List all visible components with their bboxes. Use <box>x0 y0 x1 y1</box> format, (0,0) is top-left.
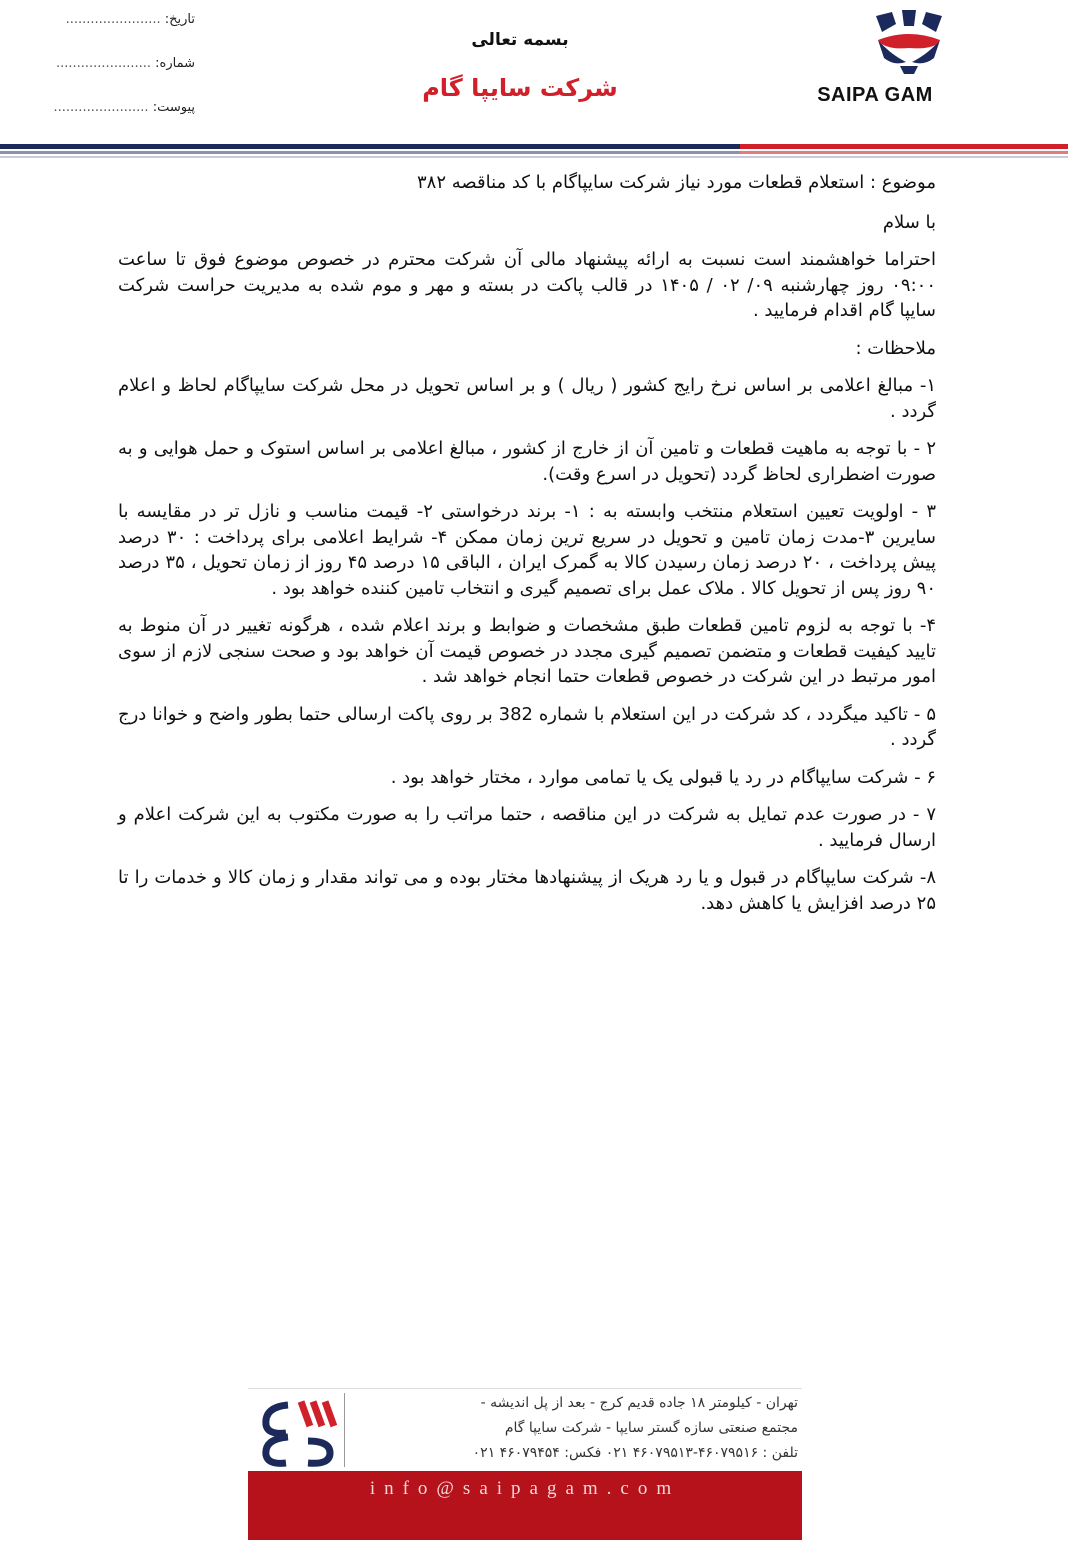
note-item: ۲ - با توجه به ماهیت قطعات و تامین آن از خارج از کشور ، مبالغ اعلامی بر اساس استوک و حمل هوایی و به صورت اضطراری لحاظ گردد (تحویل در اسرع وقت). <box>118 438 936 485</box>
attachment-value: ....................... <box>53 100 149 115</box>
date-value: ....................... <box>65 12 161 27</box>
note-item: ۳ - اولویت تعیین استعلام منتخب وابسته به : ۱- برند درخواستی ۲- قیمت مناسب و نازل تر در مقایسه با سایرین ۳-مدت زمان تامین و تحویل در سریع ترین زمان ممکن ۴- شرایط اعلامی برای پرداخت : ۳۰ درصد پیش پرداخت ، ۲۰ درصد زمان رسیدن کالا به گمرک ایران ، الباقی ۱۵ درصد ۴۵ روز از زمان تحویل ، ۳۵ درصد ۹۰ روز پس از تحویل کالا . ملاک عمل برای تصمیم گیری و انتخاب تامین کننده خواهد بود . <box>118 501 937 599</box>
note-item: ۱- مبالغ اعلامی بر اساس نرخ رایج کشور ( ریال ) و بر اساس تحویل در محل شرکت سایپاگام لحاظ و اعلام گردد . <box>118 375 936 422</box>
footer-divider <box>344 1393 345 1467</box>
note-item: ۶ - شرکت سایپاگام در رد یا قبولی یک یا تمامی موارد ، مختار خواهد بود . <box>390 766 936 788</box>
letter-subject: موضوع : استعلام قطعات مورد نیاز شرکت سایپاگام با کد مناقصه ۳۸۲ <box>417 172 936 193</box>
attachment-field <box>50 100 195 115</box>
note-item: ۵ - تاکید میگردد ، کد شرکت در این استعلام با شماره 382 بر روی پاکت ارسالی حتما بطور واضح و خوانا درج گردد . <box>118 703 936 750</box>
date-field <box>50 12 195 27</box>
logo-text: SAIPA GAM <box>817 84 933 106</box>
saipa-gam-logo-icon <box>870 10 948 74</box>
footer-phone-line: تلفن : ۴۶۰۷۹۵۱۶-۴۶۰۷۹۵۱۳ ۰۲۱ فکس: ۴۶۰۷۹۴۵۴ ۰۲۱ <box>472 1445 798 1461</box>
note-item: ۴- با توجه به لزوم تامین قطعات طبق مشخصات و ضوابط و برند اعلام شده ، هرگونه تغییر در آن منوط به تایید کیفیت قطعات و متضمن تصمیم گیری مجدد در خصوص قیمت آن خواهد بود و صحت سنجی لازم از سوی امور مرتبط در این شرکت در خصوص قطعات حتما انجام خواهد شد . <box>118 615 936 687</box>
footer-address-line: مجتمع صنعتی سازه گستر سایپا - شرکت سایپا گام <box>504 1420 798 1436</box>
letter-greeting: با سلام <box>882 211 936 233</box>
letter-footer <box>248 1388 802 1540</box>
footer-email: info@saipagam.com <box>369 1478 681 1499</box>
number-value: ....................... <box>55 56 152 71</box>
company-name: شرکت سایپا گام <box>422 74 618 102</box>
header-separator <box>0 138 1068 164</box>
footer-address-line: تهران - کیلومتر ۱۸ جاده قدیم کرج - بعد از پل اندیشه - <box>480 1395 798 1411</box>
footer-address-lines <box>352 1391 798 1466</box>
note-item: ۸- شرکت سایپاگام در قبول و یا رد هریک از پیشنهادها مختار بوده و می تواند مقدار و زمان کالا و خدمات را تا ۲۵ درصد افزایش یا کاهش دهد. <box>118 867 936 914</box>
letter-intro: احتراما خواهشمند است نسبت به ارائه پیشنهاد مالی آن شرکت محترم در خصوص موضوع فوق تا ساعت ۰۹:۰۰ روز چهارشنبه ۰۹/ ۰۲ / ۱۴۰۵ در قالب پاکت در بسته و مهر و موم شده به مدیریت حراست شرکت سایپا گام اقدام فرمایید . <box>118 249 936 321</box>
number-field <box>50 56 195 71</box>
date-label: تاریخ: <box>164 12 195 27</box>
basmala: بسمه تعالی <box>471 30 569 50</box>
notes-title: ملاحظات : <box>855 337 936 359</box>
attachment-label: پیوست: <box>152 100 195 115</box>
number-label: شماره: <box>155 56 195 71</box>
footer-address-block <box>248 1388 802 1472</box>
letter-body <box>118 170 936 928</box>
note-item: ۷ - در صورت عدم تمایل به شرکت در این مناقصه ، حتما مراتب را به صورت مکتوب به این شرکت اعلام و ارسال فرمایید . <box>118 804 936 851</box>
footer-logo-icon <box>258 1395 338 1467</box>
